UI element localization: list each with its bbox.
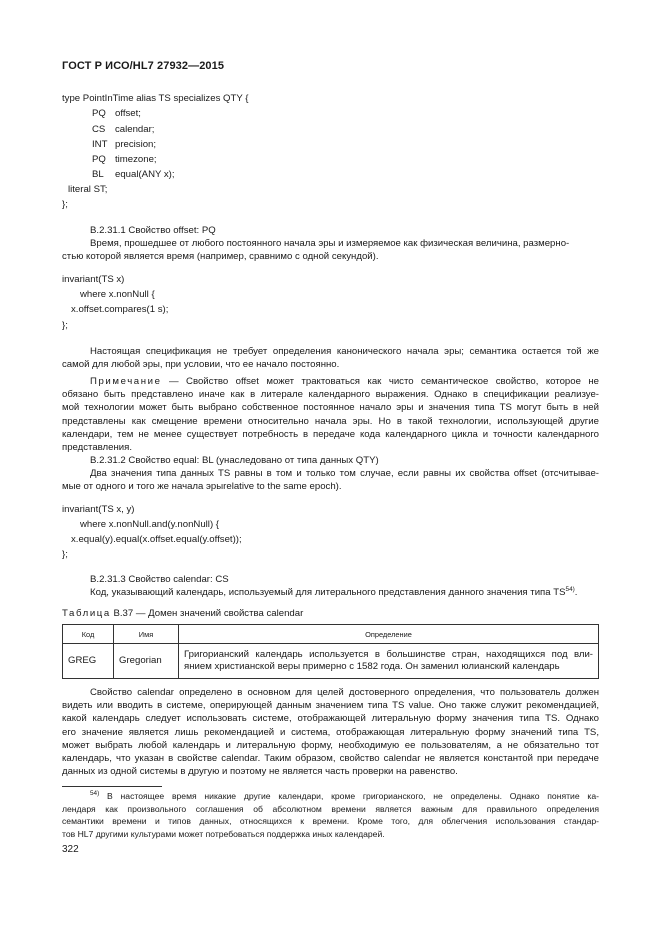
code-line: x.equal(y).equal(x.offset.equal(y.offset)); — [71, 534, 242, 545]
code-field-name: timezone; — [115, 154, 157, 165]
code-field-name: calendar; — [115, 124, 155, 135]
code-field-type: BL — [92, 169, 104, 180]
paragraph-line: самой для любой эры, при условии, что ее начало постоянно. — [62, 359, 340, 371]
note-block — [62, 375, 599, 454]
note-line: мой технологии может быть выбрано собственное постоянное начало эры и значения типа TS могут быть в ней — [62, 402, 599, 414]
footnote-line: лендаря как произвольного соглашения об абсолютном времени является важным для правильного определения — [62, 803, 599, 814]
code-line: invariant(TS x) — [62, 274, 125, 285]
footnote-mark: 54) — [90, 790, 100, 798]
paragraph-line: Время, прошедшее от любого постоянного начала эры и измеряемое как физическая величина, размерно- — [90, 238, 570, 249]
paragraph — [62, 345, 599, 371]
code-line: type PointInTime alias TS specializes QTY { — [62, 93, 249, 104]
table-caption — [62, 607, 303, 620]
footnote-ref[interactable]: 54) — [565, 585, 575, 593]
table-header-row — [63, 625, 599, 644]
footnote-line: семантики времени и типов данных, относящихся к времени. Кроме того, для облегчения использования стандар- — [62, 816, 599, 826]
note-text: — Свойство offset может трактоваться как чисто семантическое свойство, которое не — [161, 376, 599, 387]
code-line: literal ST; — [68, 184, 108, 195]
page-number: 322 — [62, 844, 79, 855]
code-field-name: equal(ANY x); — [115, 169, 175, 180]
paragraph-line: данных из одной системы в другую и поэтому не является часть проверки на равенство. — [62, 766, 458, 778]
note-line: представления. — [62, 442, 132, 454]
paragraph-line: календарь, что указан в свойстве calendar. Таким образом, свойство calendar не является константой при передаче — [62, 753, 599, 765]
note-line: представлены как смещение времени относительно начала эры. Но в такой технологии, использующей другие — [62, 415, 599, 427]
code-line: }; — [62, 320, 68, 331]
code-line: where x.nonNull.and(y.nonNull) { — [80, 519, 220, 530]
note-line: календари, тем не менее существует потребность в передаче кода календарного цикла и точности календарного — [62, 428, 599, 440]
section-heading-equal: B.2.31.2 Свойство equal: BL (унаследовано от типа данных QTY) — [90, 455, 379, 466]
paragraph — [62, 467, 599, 493]
table-cell-code: GREG — [63, 644, 114, 679]
section-heading-calendar: B.2.31.3 Свойство calendar: CS — [90, 574, 229, 585]
paragraph-line: Код, указывающий календарь, используемый для литерального представления данного значения типа TS$^{54)}$. — [90, 585, 578, 598]
code-field-type: INT — [92, 139, 108, 150]
note-line: обязано быть представлено иначе как в литерале календарного выражения. Однако в спецификации реализуе- — [62, 389, 599, 401]
column-header-name: Имя — [114, 625, 179, 644]
table-caption-text: B.37 — Домен значений свойства calendar — [110, 608, 304, 619]
table-row — [63, 644, 599, 679]
paragraph-line: его значение является лишь рекомендацией и система, отображающая литеральную форму значений типа TS, — [62, 726, 599, 738]
paragraph-line: Настоящая спецификация не требует определения канонического начала эры; семантика остается той же — [90, 346, 599, 357]
code-field-type: PQ — [92, 154, 106, 165]
code-field-type: CS — [92, 124, 106, 135]
code-line: }; — [62, 199, 68, 210]
paragraph-line: стью которой является время (например, сравнимо с одной секундой). — [62, 251, 379, 262]
column-header-definition: Определение — [179, 625, 599, 644]
document-header: ГОСТ Р ИСО/HL7 27932—2015 — [62, 60, 225, 72]
calendar-domain-table — [62, 624, 599, 679]
table-cell-name: Gregorian — [114, 644, 179, 679]
footnote-line: тов HL7 другими культурами может потребоваться поддержка иных календарей. — [62, 828, 385, 839]
section-heading-offset: B.2.31.1 Свойство offset: PQ — [90, 225, 216, 236]
footnote-divider — [62, 786, 162, 787]
code-line: where x.nonNull { — [80, 289, 155, 300]
table-caption-label: Таблица — [62, 608, 111, 619]
paragraph-line: мые от одного и того же начала эрыrelative to the same epoch). — [62, 481, 342, 493]
note-label: Примечание — [90, 376, 162, 387]
paragraph-line: видеть или вводить в системе, оперирующей данным значением типа TS value. Оно также служит рекомендацией, — [62, 700, 599, 712]
code-line: invariant(TS x, y) — [62, 504, 135, 515]
paragraph-line: Свойство calendar определено в основном для целей достоверного определения, что пользователь должен — [90, 687, 599, 698]
paragraph-line: какой календарь следует использовать системе, отображающей литеральную форму значения типа TS. Однако — [62, 713, 599, 725]
code-field-name: precision; — [115, 139, 157, 150]
code-field-type: PQ — [92, 108, 106, 119]
paragraph-line: Два значения типа данных TS равны в том и только том случае, если равны их свойства offset (отсчитывае- — [90, 468, 599, 479]
column-header-code: Код — [63, 625, 114, 644]
paragraph-line: может выбрать любой календарь и литеральную форму, необходимую ее пользователям, а не обязательно тот — [62, 739, 599, 751]
code-field-name: offset; — [115, 108, 141, 119]
paragraph — [62, 686, 599, 778]
code-line: }; — [62, 549, 68, 560]
code-line: x.offset.compares(1 s); — [71, 304, 169, 315]
table-cell-definition: Григорианский календарь используется в большинстве стран, находящихся под вли- янием христианской веры примерно с 1582 года. Он заменил юлианский календарь — [179, 644, 599, 679]
footnote: $^{54)}$ В настоящее время никакие другие календари, кроме григорианского, не определены. Однако понятие ка- лендаря как произвольного соглашения об абсолютном времени является важным для правильного определения семантики времени и типов данных, относящихся к времени. Кроме того, для облегчения использования стандар- тов HL7 другими культурами может потребоваться поддержка иных календарей. — [62, 790, 599, 839]
